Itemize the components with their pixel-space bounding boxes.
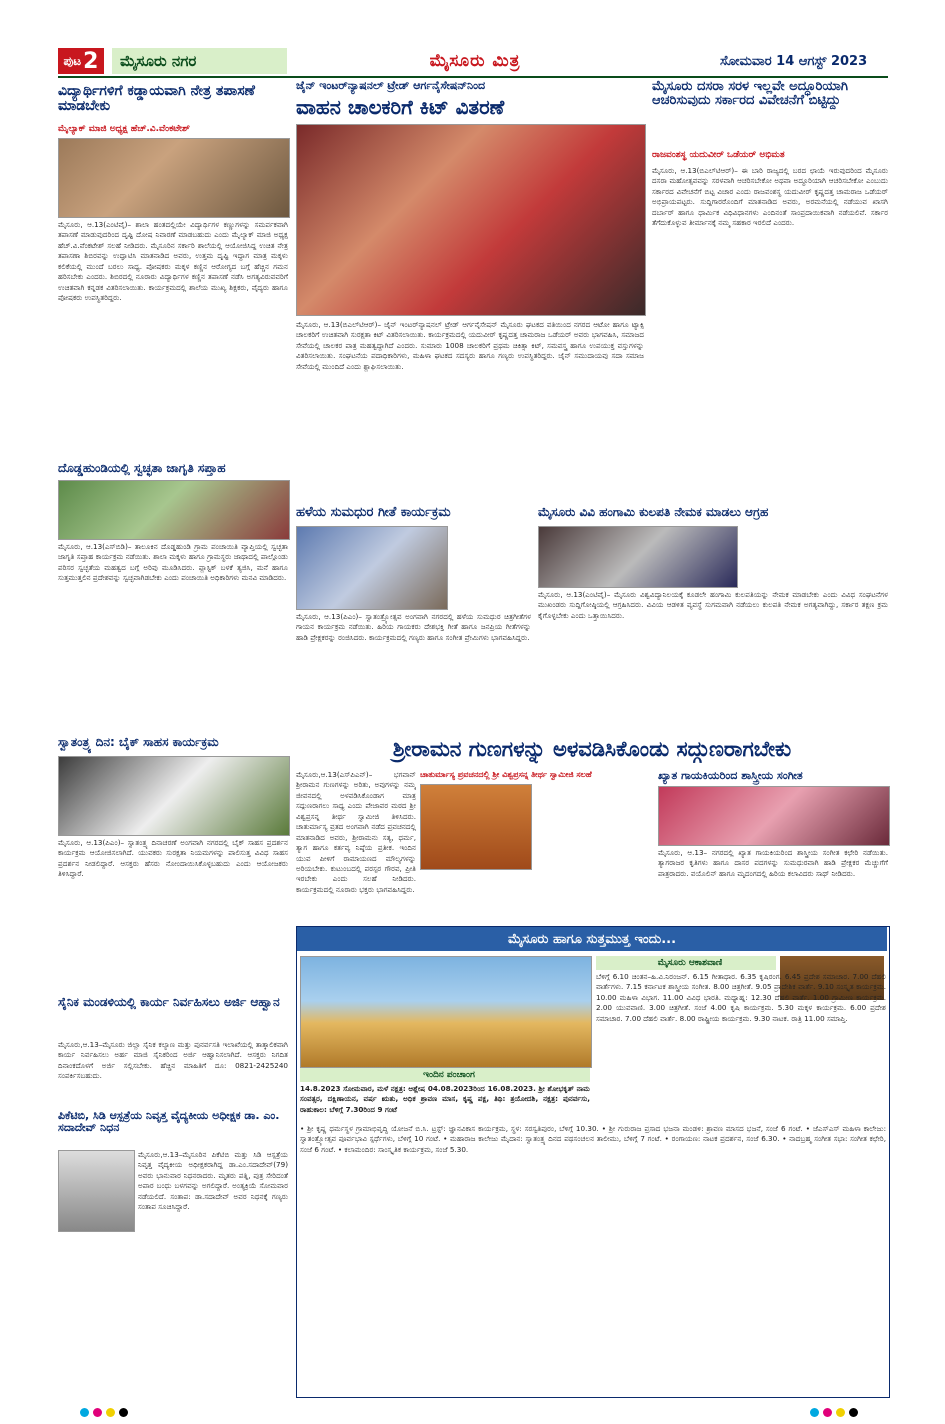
vc-body: ಮೈಸೂರು, ಆ.13(ಎಂಟಿವೈ)– ಮೈಸೂರು ವಿಶ್ವವಿದ್ಯಾನಿಲಯಕ್ಕೆ ಕೂಡಲೇ ಹಂಗಾಮಿ ಕುಲಪತಿಯನ್ನು ನೇಮಕ ಮಾಡಬೇಕು ಎಂದು ವಿವಿಧ ಸಂಘಟನೆಗಳ ಮುಖಂಡರು ಸುದ್ದಿಗೋಷ್ಠಿಯಲ್ಲಿ ಆಗ್ರಹಿಸಿದರು. ವಿವಿಯ ಆಡಳಿತ ವ್ಯವಸ್ಥೆ ಸುಗಮವಾಗಿ ನಡೆಯಲು ಕುಲಪತಿ ನೇಮಕ ಅಗತ್ಯವಾಗಿದ್ದು, ಸರ್ಕಾರ ತಕ್ಷಣ ಕ್ರಮ ಕೈಗೊಳ್ಳಬೇಕು ಎಂದು ಒತ್ತಾಯಿಸಿದರು. bbox=[538, 590, 888, 620]
registration-dots-right bbox=[810, 1402, 862, 1421]
rama-photo bbox=[420, 784, 532, 870]
panchanga-title: ಇಂದಿನ ಪಂಚಾಂಗ bbox=[300, 1068, 590, 1082]
story-clean-headline: ದೊಡ್ಡಹುಂಡಿಯಲ್ಲಿ ಸ್ವಚ್ಛತಾ ಜಾಗೃತಿ ಸಪ್ತಾಹ bbox=[58, 461, 226, 475]
header-rule bbox=[58, 76, 888, 78]
royal-body: ಮೈಸೂರು, ಆ.13(ಬಿಎಲ್‌ಟಿಆರ್)– ಈ ಬಾರಿ ರಾಜ್ಯದಲ್ಲಿ ಬರದ ಛಾಯೆ ಇರುವುದರಿಂದ ಮೈಸೂರು ದಸರಾ ಮಹೋತ್ಸವವನ್ನು ಸರಳವಾಗಿ ಆಚರಿಸಬೇಕೋ ಅಥವಾ ಅದ್ಧೂರಿಯಾಗಿ ಆಚರಿಸಬೇಕೋ ಎಂಬುದು ಸರ್ಕಾರದ ವಿವೇಚನೆಗೆ ಬಿಟ್ಟ ವಿಚಾರ ಎಂದು ರಾಜವಂಶಸ್ಥ ಯದುವೀರ್ ಕೃಷ್ಣದತ್ತ ಚಾಮರಾಜ ಒಡೆಯರ್ ಅಭಿಪ್ರಾಯಪಟ್ಟರು. ಸುದ್ದಿಗಾರರೊಂದಿಗೆ ಮಾತನಾಡಿದ ಅವರು, ಅರಮನೆಯಲ್ಲಿ ನಡೆಯುವ ಖಾಸಗಿ ದರ್ಬಾರ್ ಹಾಗೂ ಧಾರ್ಮಿಕ ವಿಧಿವಿಧಾನಗಳು ಎಂದಿನಂತೆ ಸಾಂಪ್ರದಾಯಿಕವಾಗಿ ನಡೆಯಲಿವೆ. ಸರ್ಕಾರ ತೆಗೆದುಕೊಳ್ಳುವ ತೀರ್ಮಾನಕ್ಕೆ ನಮ್ಮ ಸಹಕಾರ ಇರಲಿದೆ ಎಂದರು. bbox=[652, 166, 888, 228]
registration-dots-left bbox=[80, 1402, 132, 1421]
royal-kicker: ರಾಜವಂಶಸ್ಥ ಯದುವೀರ್ ಒಡೆಯರ್ ಅಭಿಮತ bbox=[652, 150, 785, 160]
page-number: 2 bbox=[83, 48, 99, 74]
music-headline: ಖ್ಯಾತ ಗಾಯಕಿಯರಿಂದ ಶಾಸ್ತ್ರೀಯ ಸಂಗೀತ bbox=[658, 769, 803, 782]
story-clean-photo bbox=[58, 480, 290, 540]
story-bike-photo bbox=[58, 756, 290, 836]
palace-photo bbox=[300, 956, 592, 1068]
song-body: ಮೈಸೂರು, ಆ.13(ಪಿಎಂ)– ಸ್ವಾತಂತ್ರ್ಯೋತ್ಸವ ಅಂಗವಾಗಿ ನಗರದಲ್ಲಿ ಹಳೆಯ ಸುಮಧುರ ಚಿತ್ರಗೀತೆಗಳ ಗಾಯನ ಕಾರ್ಯಕ್ರಮ ನಡೆಯಿತು. ಹಿರಿಯ ಗಾಯಕರು ದೇಶಭಕ್ತಿ ಗೀತೆ ಹಾಗೂ ಜನಪ್ರಿಯ ಗೀತೆಗಳನ್ನು ಹಾಡಿ ಪ್ರೇಕ್ಷಕರನ್ನು ರಂಜಿಸಿದರು. ಕಾರ್ಯಕ್ರಮದಲ್ಲಿ ಗಣ್ಯರು ಹಾಗೂ ಸಂಗೀತ ಪ್ರೇಮಿಗಳು ಭಾಗವಹಿಸಿದ್ದರು. bbox=[296, 612, 531, 642]
page-label: ಪುಟ bbox=[63, 53, 82, 68]
radio-title: ಮೈಸೂರು ಆಕಾಶವಾಣಿ bbox=[596, 956, 776, 970]
rama-kicker: ಚಾತುರ್ಮಾಸ್ಯ ಪ್ರವಚನದಲ್ಲಿ ಶ್ರೀ ವಿಶ್ವಪ್ರಸನ್ನ ತೀರ್ಥ ಸ್ವಾಮೀಜಿ ಸಲಹೆ bbox=[420, 770, 592, 779]
today-title: ಮೈಸೂರು ಹಾಗೂ ಸುತ್ತಮುತ್ತ ಇಂದು... bbox=[297, 927, 887, 951]
song-headline: ಹಳೆಯ ಸುಮಧುರ ಗೀತೆ ಕಾರ್ಯಕ್ರಮ bbox=[296, 505, 451, 520]
vc-photo bbox=[538, 526, 738, 588]
radio-body: ಬೆಳಿಗ್ಗೆ 6.10 ಚಿಂತನ–ಹಿ.ವಿ.ನಿರಂಜನ್. 6.15 ಗೀತಾಧಾರ. 6.35 ಕೃಷಿರಂಗ. 6.45 ಪ್ರದೇಶ ಸಮಾಚಾರ. 7.00 ದೆಹಲಿ ವಾರ್ತೆಗಳು. 7.15 ಕರ್ನಾಟಕ ಶಾಸ್ತ್ರೀಯ ಸಂಗೀತ. 8.00 ಚಿತ್ರಗೀತೆ. 9.05 ಪ್ರಾದೇಶಿಕ ವಾರ್ತೆ. 9.10 ಸಂಸ್ಕೃತ ಕಾರ್ಯಕ್ರಮ. 10.00 ಮಹಿಳಾ ವಿಭಾಗ. 11.00 ವಿವಿಧ ಭಾರತಿ. ಮಧ್ಯಾಹ್ನ: 12.30 ದೆಹಲಿ ವಾರ್ತೆ. 1.00 ಗ್ರಾಮೀಣ ಕಾರ್ಯಕ್ರಮ. 2.00 ಯುವವಾಣಿ. 3.00 ಚಿತ್ರಗೀತೆ. ಸಂಜೆ 4.00 ಕೃಷಿ ಕಾರ್ಯಕ್ರಮ. 5.30 ಮಕ್ಕಳ ಕಾರ್ಯಕ್ರಮ. 6.00 ಪ್ರದೇಶ ಸಮಾಚಾರ. 7.00 ದೆಹಲಿ ವಾರ್ತೆ. 8.00 ರಾಷ್ಟ್ರೀಯ ಕಾರ್ಯಕ್ರಮ. 9.30 ನಾಟಕ. ರಾತ್ರಿ 11.00 ಸಮಾಪ್ತಿ. bbox=[596, 972, 886, 1023]
story-bike-body: ಮೈಸೂರು, ಆ.13(ಪಿಎಂ)– ಸ್ವಾತಂತ್ರ್ಯ ದಿನಾಚರಣೆ ಅಂಗವಾಗಿ ನಗರದಲ್ಲಿ ಬೈಕ್ ಸಾಹಸ ಪ್ರದರ್ಶನ ಕಾರ್ಯಕ್ರಮ ಆಯೋಜಿಸಲಾಗಿದೆ. ಯುವಕರು ಸುರಕ್ಷತಾ ನಿಯಮಗಳನ್ನು ಪಾಲಿಸುತ್ತ ವಿವಿಧ ಸಾಹಸ ಪ್ರದರ್ಶನ ನೀಡಲಿದ್ದಾರೆ. ಆಸಕ್ತರು ಹೆಸರು ನೋಂದಾಯಿಸಿಕೊಳ್ಳಬಹುದು ಎಂದು ಆಯೋಜಕರು ತಿಳಿಸಿದ್ದಾರೆ. bbox=[58, 838, 288, 879]
main-headline: ವಾಹನ ಚಾಲಕರಿಗೆ ಕಿಟ್ ವಿತರಣೆ bbox=[296, 95, 505, 119]
music-photo bbox=[658, 786, 890, 846]
song-photo bbox=[296, 526, 448, 610]
rama-body: ಮೈಸೂರು,ಆ.13(ಎಸ್‌ಪಿಎನ್)– ಭಗವಾನ್ ಶ್ರೀರಾಮನ ಗುಣಗಳನ್ನು ಅರಿತು, ಅವುಗಳನ್ನು ನಮ್ಮ ಜೀವನದಲ್ಲಿ ಅಳವಡಿಸಿಕೊಂಡಾಗ ಮಾತ್ರ ಸದ್ಗುಣರಾಗಲು ಸಾಧ್ಯ ಎಂದು ಪೇಜಾವರ ಮಠದ ಶ್ರೀ ವಿಶ್ವಪ್ರಸನ್ನ ತೀರ್ಥ ಸ್ವಾಮೀಜಿ ತಿಳಿಸಿದರು. ಚಾತುರ್ಮಾಸ್ಯ ವ್ರತದ ಅಂಗವಾಗಿ ನಡೆದ ಪ್ರವಚನದಲ್ಲಿ ಮಾತನಾಡಿದ ಅವರು, ಶ್ರೀರಾಮನು ಸತ್ಯ, ಧರ್ಮ, ತ್ಯಾಗ ಹಾಗೂ ಕರ್ತವ್ಯ ನಿಷ್ಠೆಯ ಪ್ರತೀಕ. ಇಂದಿನ ಯುವ ಪೀಳಿಗೆ ರಾಮಾಯಣದ ಮೌಲ್ಯಗಳನ್ನು ಅರಿಯಬೇಕು. ಕುಟುಂಬದಲ್ಲಿ ಪರಸ್ಪರ ಗೌರವ, ಪ್ರೀತಿ ಇರಬೇಕು ಎಂದು ಸಲಹೆ ನೀಡಿದರು. ಕಾರ್ಯಕ್ರಮದಲ್ಲಿ ನೂರಾರು ಭಕ್ತರು ಭಾಗವಹಿಸಿದ್ದರು. bbox=[296, 770, 416, 894]
page-number-tag bbox=[58, 48, 104, 74]
panchanga-body: 14.8.2023 ಸೋಮವಾರ, ಮಳೆ ನಕ್ಷತ್ರ: ಆಶ್ಲೇಷ 04.08.2023ರಿಂದ 16.08.2023. ಶ್ರೀ ಶೋಭಕೃತ್ ನಾಮ ಸಂವತ್ಸರ, ದಕ್ಷಿಣಾಯನ, ವರ್ಷ ಋತು, ಅಧಿಕ ಶ್ರಾವಣ ಮಾಸ, ಕೃಷ್ಣ ಪಕ್ಷ, ತಿಥಿ: ತ್ರಯೋದಶಿ, ನಕ್ಷತ್ರ: ಪುನರ್ವಸು, ರಾಹುಕಾಲ: ಬೆಳಿಗ್ಗೆ 7.30ರಿಂದ 9 ಗಂಟೆ bbox=[300, 1084, 590, 1114]
vc-headline: ಮೈಸೂರು ವಿವಿ ಹಂಗಾಮಿ ಕುಲಪತಿ ನೇಮಕ ಮಾಡಲು ಆಗ್ರಹ bbox=[538, 505, 769, 519]
story-eye-kicker: ಮೈಲ್ಯಾಕ್ ಮಾಜಿ ಅಧ್ಯಕ್ಷ ಹೆಚ್.ವಿ.ವೆಂಕಟೇಶ್ bbox=[58, 124, 190, 134]
story-eye-body: ಮೈಸೂರು, ಆ.13(ಎಂಟಿವೈ)– ಶಾಲಾ ಹಂತದಲ್ಲಿಯೇ ವಿದ್ಯಾರ್ಥಿಗಳ ಕಣ್ಣುಗಳನ್ನು ಸಮರ್ಪಕವಾಗಿ ತಪಾಸಣೆ ಮಾಡುವುದರಿಂದ ದೃಷ್ಟಿ ದೋಷ ನಿವಾರಣೆ ಮಾಡಬಹುದು ಎಂದು ಮೈಲ್ಯಾಕ್ ಮಾಜಿ ಅಧ್ಯಕ್ಷ ಹೆಚ್.ವಿ.ವೆಂಕಟೇಶ್ ಸಲಹೆ ನೀಡಿದರು. ಮೈಸೂರಿನ ಸರ್ಕಾರಿ ಶಾಲೆಯಲ್ಲಿ ಆಯೋಜಿಸಿದ್ದ ಉಚಿತ ನೇತ್ರ ತಪಾಸಣಾ ಶಿಬಿರವನ್ನು ಉದ್ಘಾಟಿಸಿ ಮಾತನಾಡಿದ ಅವರು, ಉತ್ತಮ ದೃಷ್ಟಿ ಇದ್ದಾಗ ಮಾತ್ರ ಮಕ್ಕಳು ಕಲಿಕೆಯಲ್ಲಿ ಮುಂದೆ ಬರಲು ಸಾಧ್ಯ. ಪೋಷಕರು ಮಕ್ಕಳ ಕಣ್ಣಿನ ಆರೋಗ್ಯದ ಬಗ್ಗೆ ಹೆಚ್ಚಿನ ಗಮನ ಹರಿಸಬೇಕು ಎಂದರು. ಶಿಬಿರದಲ್ಲಿ ನೂರಾರು ವಿದ್ಯಾರ್ಥಿಗಳ ಕಣ್ಣಿನ ತಪಾಸಣೆ ನಡೆಸಿ ಅಗತ್ಯವಿರುವವರಿಗೆ ಉಚಿತವಾಗಿ ಕನ್ನಡಕ ವಿತರಿಸಲಾಯಿತು. ಕಾರ್ಯಕ್ರಮದಲ್ಲಿ ಶಾಲೆಯ ಮುಖ್ಯ ಶಿಕ್ಷಕರು, ವೈದ್ಯರು ಹಾಗೂ ಪೋಷಕರು ಉಪಸ್ಥಿತರಿದ್ದರು. bbox=[58, 220, 288, 303]
story-obit-photo bbox=[58, 1150, 135, 1232]
story-eye-headline: ವಿದ್ಯಾರ್ಥಿಗಳಿಗೆ ಕಡ್ಡಾಯವಾಗಿ ನೇತ್ರ ತಪಾಸಣೆ ಮಾಡಬೇಕು bbox=[58, 83, 255, 115]
paper-name: ಮೈಸೂರು ಮಿತ್ರ bbox=[429, 51, 521, 71]
story-eye-photo bbox=[58, 138, 290, 218]
rama-headline: ಶ್ರೀರಾಮನ ಗುಣಗಳನ್ನು ಅಳವಡಿಸಿಕೊಂಡು ಸದ್ಗುಣರಾಗಬೇಕು bbox=[392, 737, 792, 761]
story-army-headline: ಸೈನಿಕ ಮಂಡಳಿಯಲ್ಲಿ ಕಾರ್ಯ ನಿರ್ವಹಿಸಲು ಅರ್ಜಿ ಆಹ್ವಾನ bbox=[58, 995, 280, 1009]
section-title: ಮೈಸೂರು ನಗರ bbox=[112, 48, 287, 74]
main-photo bbox=[296, 124, 646, 316]
main-body: ಮೈಸೂರು, ಆ.13(ಬಿಎಲ್‌ಟಿಆರ್)– ಜೈನ್ ಇಂಟರ್‌ನ್ಯಾಷನಲ್ ಟ್ರೇಡ್ ಆರ್ಗನೈಸೇಷನ್ ಮೈಸೂರು ಘಟಕದ ವತಿಯಿಂದ ನಗರದ ಆಟೋ ಹಾಗೂ ಟ್ಯಾಕ್ಸಿ ಚಾಲಕರಿಗೆ ಉಚಿತವಾಗಿ ಸುರಕ್ಷತಾ ಕಿಟ್ ವಿತರಿಸಲಾಯಿತು. ಕಾರ್ಯಕ್ರಮದಲ್ಲಿ ಯದುವೀರ್ ಕೃಷ್ಣದತ್ತ ಚಾಮರಾಜ ಒಡೆಯರ್ ಅವರು ಭಾಗವಹಿಸಿ, ಸಮಾಜದ ಸೇವೆಯಲ್ಲಿ ಚಾಲಕರ ಪಾತ್ರ ಮಹತ್ವದ್ದಾಗಿದೆ ಎಂದರು. ಸುಮಾರು 1008 ಚಾಲಕರಿಗೆ ಪ್ರಥಮ ಚಿಕಿತ್ಸಾ ಕಿಟ್, ಸಮವಸ್ತ್ರ ಹಾಗೂ ಉಪಯುಕ್ತ ವಸ್ತುಗಳನ್ನು ವಿತರಿಸಲಾಯಿತು. ಸಂಘಟನೆಯ ಪದಾಧಿಕಾರಿಗಳು, ಮಹಿಳಾ ಘಟಕದ ಸದಸ್ಯರು ಹಾಗೂ ಗಣ್ಯರು ಉಪಸ್ಥಿತರಿದ್ದರು. ಜೈನ್ ಸಮುದಾಯವು ಸದಾ ಸಮಾಜ ಸೇವೆಯಲ್ಲಿ ಮುಂದಿದೆ ಎಂದು ಶ್ಲಾಘಿಸಲಾಯಿತು. bbox=[296, 320, 644, 371]
story-obit-headline: ಪಿಕೆಟಿಬಿ, ಸಿಡಿ ಆಸ್ಪತ್ರೆಯ ನಿವೃತ್ತ ವೈದ್ಯಕೀಯ ಅಧೀಕ್ಷಕ ಡಾ. ಎಂ. ಸದಾದೇವ್ ನಿಧನ bbox=[58, 1109, 280, 1135]
story-army-body: ಮೈಸೂರು,ಆ.13–ಮೈಸೂರು ಜಿಲ್ಲಾ ಸೈನಿಕ ಕಲ್ಯಾಣ ಮತ್ತು ಪುನರ್ವಸತಿ ಇಲಾಖೆಯಲ್ಲಿ ತಾತ್ಕಾಲಿಕವಾಗಿ ಕಾರ್ಯ ನಿರ್ವಹಿಸಲು ಅರ್ಹ ಮಾಜಿ ಸೈನಿಕರಿಂದ ಅರ್ಜಿ ಆಹ್ವಾನಿಸಲಾಗಿದೆ. ಆಸಕ್ತರು ನಿಗದಿತ ದಿನಾಂಕದೊಳಗೆ ಅರ್ಜಿ ಸಲ್ಲಿಸಬೇಕು. ಹೆಚ್ಚಿನ ಮಾಹಿತಿಗೆ ದೂ: 0821-2425240 ಸಂಪರ್ಕಿಸಬಹುದು. bbox=[58, 1040, 288, 1081]
issue-date: ಸೋಮವಾರ 14 ಆಗಸ್ಟ್ 2023 bbox=[720, 53, 868, 69]
today-events: • ಶ್ರೀ ಕೃಷ್ಣ ಧರ್ಮಸ್ಥಳ ಗ್ರಾಮಾಭಿವೃದ್ಧಿ ಯೋಜನೆ ಬಿ.ಸಿ. ಟ್ರಸ್ಟ್: ಜ್ಞಾನವಿಕಾಸ ಕಾರ್ಯಕ್ರಮ, ಸ್ಥಳ: ಸರಸ್ವತಿಪುರಂ, ಬೆಳಿಗ್ಗೆ 10.30. • ಶ್ರೀ ಗುರುರಾಜ ಪ್ರಸಾದ ಭಜನಾ ಮಂಡಳಿ: ಶ್ರಾವಣ ಮಾಸದ ಭಜನೆ, ಸಂಜೆ 6 ಗಂಟೆ. • ಜೆಎಸ್‌ಎಸ್ ಮಹಿಳಾ ಕಾಲೇಜು: ಸ್ವಾತಂತ್ರ್ಯೋತ್ಸವ ಪೂರ್ವಭಾವಿ ಸ್ಪರ್ಧೆಗಳು, ಬೆಳಿಗ್ಗೆ 10 ಗಂಟೆ. • ಮಹಾರಾಜ ಕಾಲೇಜು ಮೈದಾನ: ಸ್ವಾತಂತ್ರ್ಯ ದಿನದ ಪಥಸಂಚಲನ ತಾಲೀಮು, ಬೆಳಿಗ್ಗೆ 7 ಗಂಟೆ. • ರಂಗಾಯಣ: ನಾಟಕ ಪ್ರದರ್ಶನ, ಸಂಜೆ 6.30. • ನಾದಬ್ರಹ್ಮ ಸಂಗೀತ ಸಭಾ: ಸಂಗೀತ ಕಛೇರಿ, ಸಂಜೆ 6 ಗಂಟೆ. • ಕಲಾಮಂದಿರ: ಸಾಂಸ್ಕೃತಿಕ ಕಾರ್ಯಕ್ರಮ, ಸಂಜೆ 5.30. bbox=[300, 1124, 886, 1154]
main-kicker: ಜೈನ್ ಇಂಟರ್‌ನ್ಯಾಷನಲ್ ಟ್ರೇಡ್ ಆರ್ಗನೈಸೇಷನ್‌ನಿಂದ bbox=[296, 79, 486, 92]
story-obit-body: ಮೈಸೂರು,ಆ.13–ಮೈಸೂರಿನ ಪಿಕೆಟಿಬಿ ಮತ್ತು ಸಿಡಿ ಆಸ್ಪತ್ರೆಯ ನಿವೃತ್ತ ವೈದ್ಯಕೀಯ ಅಧೀಕ್ಷಕರಾಗಿದ್ದ ಡಾ.ಎಂ.ಸದಾದೇವ್(79) ಅವರು ಭಾನುವಾರ ನಿಧನರಾದರು. ಮೃತರು ಪತ್ನಿ, ಪುತ್ರ ಸೇರಿದಂತೆ ಅಪಾರ ಬಂಧು ಬಳಗವನ್ನು ಅಗಲಿದ್ದಾರೆ. ಅಂತ್ಯಕ್ರಿಯೆ ಸೋಮವಾರ ನಡೆಯಲಿದೆ. ಸಂತಾಪ: ಡಾ.ಸದಾದೇವ್ ಅವರ ನಿಧನಕ್ಕೆ ಗಣ್ಯರು ಸಂತಾಪ ಸೂಚಿಸಿದ್ದಾರೆ. bbox=[138, 1150, 288, 1212]
story-bike-headline: ಸ್ವಾತಂತ್ರ್ಯ ದಿನ: ಬೈಕ್ ಸಾಹಸ ಕಾರ್ಯಕ್ರಮ bbox=[58, 735, 219, 749]
music-body: ಮೈಸೂರು, ಆ.13– ನಗರದಲ್ಲಿ ಖ್ಯಾತ ಗಾಯಕಿಯರಿಂದ ಶಾಸ್ತ್ರೀಯ ಸಂಗೀತ ಕಛೇರಿ ನಡೆಯಿತು. ತ್ಯಾಗರಾಜರ ಕೃತಿಗಳು ಹಾಗೂ ದಾಸರ ಪದಗಳನ್ನು ಸುಮಧುರವಾಗಿ ಹಾಡಿ ಪ್ರೇಕ್ಷಕರ ಮೆಚ್ಚುಗೆಗೆ ಪಾತ್ರರಾದರು. ವಯೊಲಿನ್ ಹಾಗೂ ಮೃದಂಗದಲ್ಲಿ ಹಿರಿಯ ಕಲಾವಿದರು ಸಾಥ್ ನೀಡಿದರು. bbox=[658, 848, 888, 878]
story-clean-body: ಮೈಸೂರು, ಆ.13(ಎಸ್‌ಬಿಡಿ)– ತಾಲೂಕಿನ ದೊಡ್ಡಹುಂಡಿ ಗ್ರಾಮ ಪಂಚಾಯಿತಿ ವ್ಯಾಪ್ತಿಯಲ್ಲಿ ಸ್ವಚ್ಛತಾ ಜಾಗೃತಿ ಸಪ್ತಾಹ ಕಾರ್ಯಕ್ರಮ ನಡೆಯಿತು. ಶಾಲಾ ಮಕ್ಕಳು ಹಾಗೂ ಗ್ರಾಮಸ್ಥರು ಜಾಥಾದಲ್ಲಿ ಪಾಲ್ಗೊಂಡು ಪರಿಸರ ಸ್ವಚ್ಛತೆಯ ಮಹತ್ವದ ಬಗ್ಗೆ ಅರಿವು ಮೂಡಿಸಿದರು. ಪ್ಲಾಸ್ಟಿಕ್ ಬಳಕೆ ತ್ಯಜಿಸಿ, ಮನೆ ಹಾಗೂ ಸುತ್ತಮುತ್ತಲಿನ ಪ್ರದೇಶವನ್ನು ಸ್ವಚ್ಛವಾಗಿಡಬೇಕು ಎಂದು ಪಂಚಾಯಿತಿ ಅಧಿಕಾರಿಗಳು ಮನವಿ ಮಾಡಿದರು. bbox=[58, 542, 288, 583]
royal-headline: ಮೈಸೂರು ದಸರಾ ಸರಳ ಇಲ್ಲವೇ ಅದ್ಧೂರಿಯಾಗಿ ಆಚರಿಸುವುದು ಸರ್ಕಾರದ ವಿವೇಚನೆಗೆ ಬಿಟ್ಟಿದ್ದು bbox=[652, 79, 848, 109]
